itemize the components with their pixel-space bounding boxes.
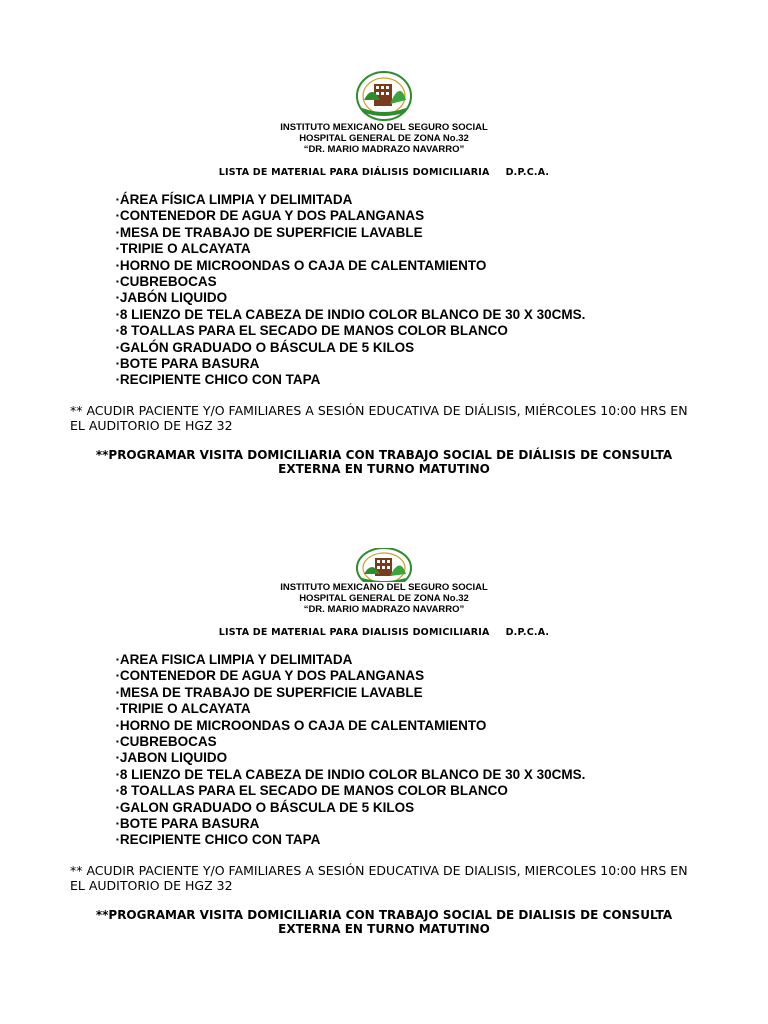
bullet-icon: ▪	[116, 342, 119, 352]
list-item: ▪JABÓN LIQUIDO	[116, 290, 228, 306]
list-item: ▪MESA DE TRABAJO DE SUPERFICIE LAVABLE	[116, 684, 423, 700]
bullet-icon: ▪	[116, 671, 119, 681]
list-item: ▪MESA DE TRABAJO DE SUPERFICIE LAVABLE	[116, 224, 423, 240]
list-item: ▪AREA FISICA LIMPIA Y DELIMITADA	[116, 652, 353, 667]
list-item: ▪8 TOALLAS PARA EL SECADO DE MANOS COLOR BLANCO	[116, 783, 508, 799]
bullet-icon: ▪	[116, 819, 119, 829]
home-visit-instruction: **PROGRAMAR VISITA DOMICILIARIA CON TRABAJO SOCIAL DE DIALISIS DE CONSULTA EXTERNA EN TURNO MATUTINO	[95, 907, 673, 937]
institution-header	[0, 582, 768, 615]
document-section-2	[0, 548, 768, 937]
bullet-icon: ▪	[116, 655, 119, 664]
hospital-seal-logo	[354, 548, 414, 582]
hospital-name: HOSPITAL GENERAL DE ZONA No.32	[299, 593, 469, 604]
list-item: ▪CUBREBOCAS	[116, 274, 217, 290]
bullet-icon: ▪	[116, 687, 119, 697]
bullet-icon: ▪	[116, 720, 119, 730]
institution-header	[0, 122, 768, 155]
list-item: ▪8 TOALLAS PARA EL SECADO DE MANOS COLOR BLANCO	[116, 323, 508, 339]
bullet-icon: ▪	[116, 326, 119, 336]
bullet-icon: ▪	[116, 786, 119, 796]
list-item: ▪ÁREA FÍSICA LIMPIA Y DELIMITADA	[116, 192, 353, 207]
hospital-seal-logo	[354, 70, 414, 122]
bullet-icon: ▪	[116, 260, 119, 270]
bullet-icon: ▪	[116, 704, 119, 714]
bullet-icon: ▪	[116, 359, 119, 369]
hospital-name: HOSPITAL GENERAL DE ZONA No.32	[299, 133, 469, 144]
list-item: ▪JABON LIQUIDO	[116, 750, 228, 766]
document-section-1	[0, 70, 768, 477]
list-title-text: LISTA DE MATERIAL PARA DIALISIS DOMICILIARIA	[218, 627, 490, 638]
bullet-icon: ▪	[116, 309, 119, 319]
list-title-text: LISTA DE MATERIAL PARA DIÁLISIS DOMICILIARIA	[218, 167, 490, 178]
institution-name: INSTITUTO MEXICANO DEL SEGURO SOCIAL	[280, 582, 488, 593]
hospital-honoree: “DR. MARIO MADRAZO NAVARRO”	[303, 144, 465, 155]
list-item: ▪CONTENEDOR DE AGUA Y DOS PALANGANAS	[116, 208, 425, 224]
bullet-icon: ▪	[116, 769, 119, 779]
bullet-icon: ▪	[116, 802, 119, 812]
list-item: ▪CONTENEDOR DE AGUA Y DOS PALANGANAS	[116, 668, 425, 684]
bullet-icon: ▪	[116, 227, 119, 237]
list-item: ▪BOTE PARA BASURA	[116, 816, 260, 832]
list-item: ▪GALON GRADUADO O BÁSCULA DE 5 KILOS	[116, 799, 415, 815]
bullet-icon: ▪	[116, 753, 119, 763]
list-item: ▪RECIPIENTE CHICO CON TAPA	[116, 832, 321, 848]
bullet-icon: ▪	[116, 737, 119, 747]
list-item: ▪CUBREBOCAS	[116, 734, 217, 750]
bullet-icon: ▪	[116, 277, 119, 287]
list-item: ▪TRIPIE O ALCAYATA	[116, 241, 251, 257]
list-title	[0, 627, 768, 638]
list-code: D.P.C.A.	[505, 167, 550, 178]
bullet-icon: ▪	[116, 211, 119, 221]
hospital-seal-icon	[354, 548, 414, 582]
list-item: ▪BOTE PARA BASURA	[116, 356, 260, 372]
list-title	[0, 167, 768, 178]
list-item: ▪TRIPIE O ALCAYATA	[116, 701, 251, 717]
list-code: D.P.C.A.	[505, 627, 550, 638]
list-item: ▪GALÓN GRADUADO O BÁSCULA DE 5 KILOS	[116, 339, 415, 355]
list-item: ▪RECIPIENTE CHICO CON TAPA	[116, 372, 321, 388]
hospital-honoree: “DR. MARIO MADRAZO NAVARRO”	[303, 604, 465, 615]
list-item: ▪8 LIENZO DE TELA CABEZA DE INDIO COLOR BLANCO DE 30 X 30CMS.	[116, 306, 586, 322]
home-visit-instruction: **PROGRAMAR VISITA DOMICILIARIA CON TRABAJO SOCIAL DE DIÁLISIS DE CONSULTA EXTERNA EN TURNO MATUTINO	[95, 447, 673, 477]
bullet-icon: ▪	[116, 375, 119, 385]
list-item: ▪8 LIENZO DE TELA CABEZA DE INDIO COLOR BLANCO DE 30 X 30CMS.	[116, 766, 586, 782]
hospital-seal-icon	[354, 70, 414, 122]
education-session-note: ** ACUDIR PACIENTE Y/O FAMILIARES A SESIÓN EDUCATIVA DE DIÁLISIS, MIÉRCOLES 10:00 HRS EN EL AUDITORIO DE HGZ 32	[70, 402, 688, 434]
material-list	[116, 652, 768, 849]
list-item: ▪HORNO DE MICROONDAS O CAJA DE CALENTAMIENTO	[116, 257, 487, 273]
bullet-icon: ▪	[116, 195, 119, 204]
institution-name: INSTITUTO MEXICANO DEL SEGURO SOCIAL	[280, 122, 488, 133]
list-item: ▪HORNO DE MICROONDAS O CAJA DE CALENTAMIENTO	[116, 717, 487, 733]
bullet-icon: ▪	[116, 293, 119, 303]
bullet-icon: ▪	[116, 244, 119, 254]
bullet-icon: ▪	[116, 835, 119, 845]
education-session-note: ** ACUDIR PACIENTE Y/O FAMILIARES A SESIÓN EDUCATIVA DE DIALISIS, MIERCOLES 10:00 HRS EN EL AUDITORIO DE HGZ 32	[70, 862, 688, 894]
material-list	[116, 192, 768, 389]
